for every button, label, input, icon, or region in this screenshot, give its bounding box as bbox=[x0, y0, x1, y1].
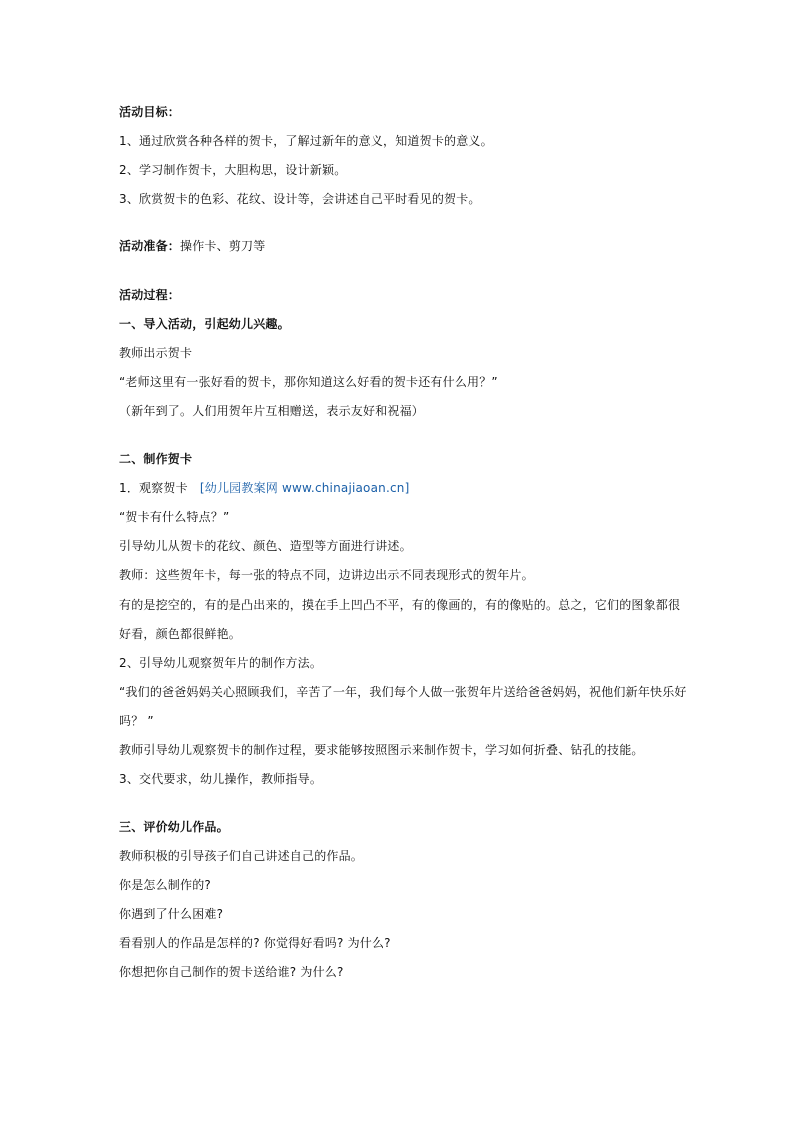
part2-step1 bbox=[119, 480, 409, 496]
part2-title: 二、制作贺卡 bbox=[119, 452, 193, 466]
part3-line-4: 看看别人的作品是怎样的? 你觉得好看吗? 为什么? bbox=[119, 936, 391, 950]
part2-line-1: “贺卡有什么特点？” bbox=[119, 510, 230, 524]
part3-line-2: 你是怎么制作的? bbox=[119, 878, 211, 892]
preparation-heading: 活动准备： bbox=[119, 239, 181, 253]
part2-line-10: 3、交代要求，幼儿操作，教师指导。 bbox=[119, 772, 323, 786]
objective-item-3: 3、欣赏贺卡的色彩、花纹、设计等，会讲述自己平时看见的贺卡。 bbox=[119, 192, 481, 206]
preparation-line bbox=[119, 238, 265, 254]
part2-line-7: “我们的爸爸妈妈关心照顾我们，辛苦了一年，我们每个人做一张贺年片送给爸爸妈妈，祝他们新年快乐好 bbox=[119, 685, 687, 699]
source-link[interactable]: [幼儿园教案网 www.chinajiaoan.cn] bbox=[199, 481, 410, 495]
part1-line-2: “老师这里有一张好看的贺卡，那你知道这么好看的贺卡还有什么用？” bbox=[119, 375, 498, 389]
part3-line-3: 你遇到了什么困难? bbox=[119, 907, 224, 921]
part2-line-5: 好看，颜色都很鲜艳。 bbox=[119, 627, 242, 641]
part3-line-1: 教师积极的引导孩子们自己讲述自己的作品。 bbox=[119, 849, 364, 863]
preparation-text: 操作卡、剪刀等 bbox=[180, 239, 266, 253]
step1-label: 1．观察贺卡 bbox=[119, 481, 188, 495]
part2-line-2: 引导幼儿从贺卡的花纹、颜色、造型等方面进行讲述。 bbox=[119, 539, 412, 553]
part2-line-6: 2、引导幼儿观察贺年片的制作方法。 bbox=[119, 656, 323, 670]
objective-item-2: 2、学习制作贺卡，大胆构思，设计新颖。 bbox=[119, 163, 347, 177]
objective-item-1: 1、通过欣赏各种各样的贺卡，了解过新年的意义，知道贺卡的意义。 bbox=[119, 134, 493, 148]
part2-line-8: 吗？ ” bbox=[119, 714, 154, 728]
part3-title: 三、评价幼儿作品。 bbox=[119, 820, 229, 834]
part2-line-3: 教师：这些贺年卡，每一张的特点不同，边讲边出示不同表现形式的贺年片。 bbox=[119, 568, 534, 582]
part2-line-9: 教师引导幼儿观察贺卡的制作过程，要求能够按照图示来制作贺卡，学习如何折叠、钻孔的技能。 bbox=[119, 743, 644, 757]
part1-line-3: （新年到了。人们用贺年片互相赠送，表示友好和祝福） bbox=[119, 404, 425, 418]
part3-line-5: 你想把你自己制作的贺卡送给谁? 为什么? bbox=[119, 965, 344, 979]
part1-line-1: 教师出示贺卡 bbox=[119, 346, 193, 360]
part1-title: 一、导入活动，引起幼儿兴趣。 bbox=[119, 317, 290, 331]
objectives-heading: 活动目标： bbox=[119, 105, 181, 119]
part2-line-4: 有的是挖空的，有的是凸出来的，摸在手上凹凸不平，有的像画的，有的像贴的。总之，它们的图象都很 bbox=[119, 598, 681, 612]
process-heading: 活动过程： bbox=[119, 288, 181, 302]
